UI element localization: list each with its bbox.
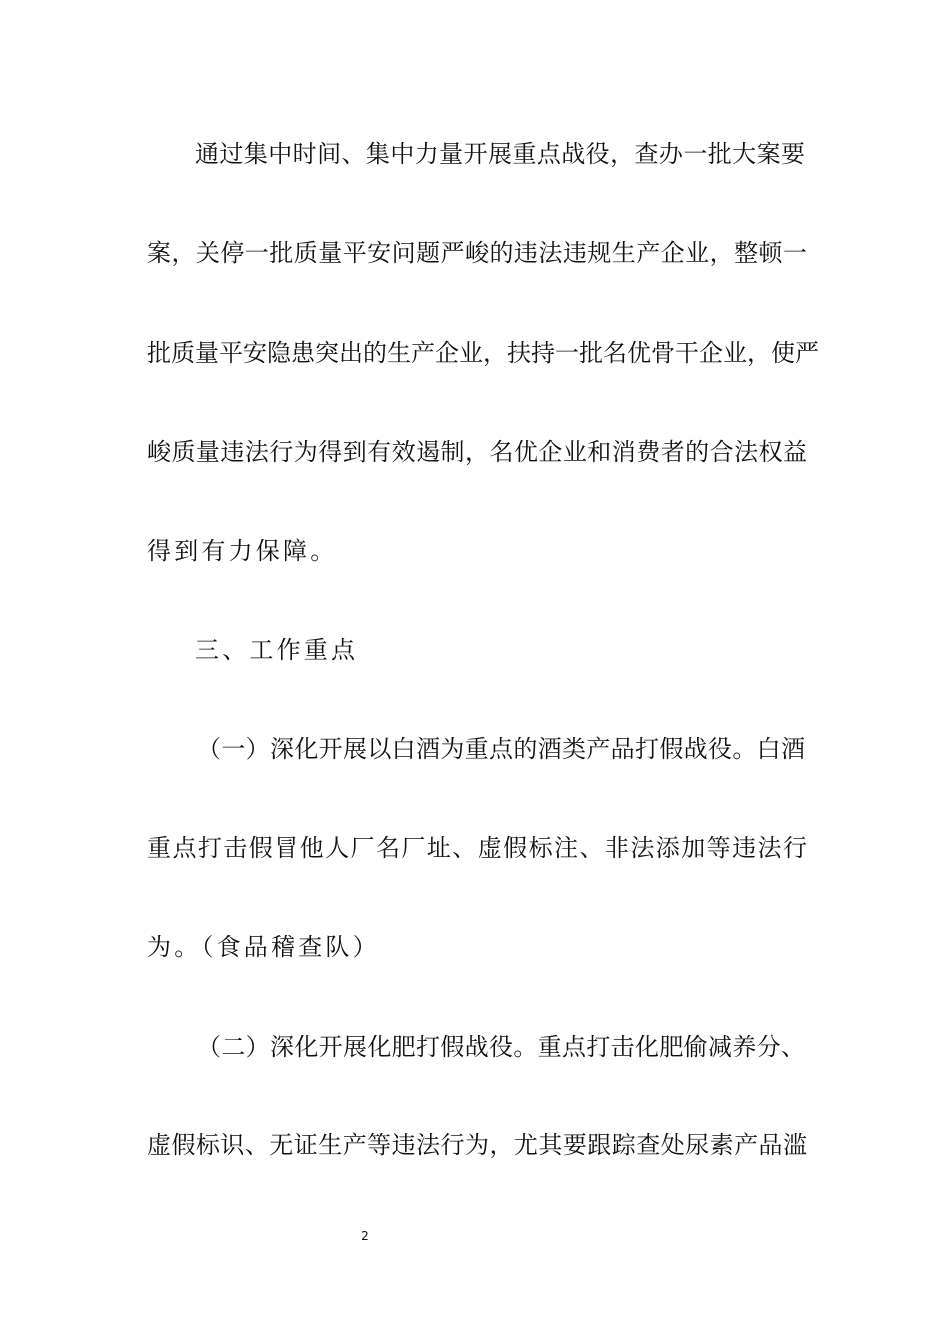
paragraph-line: 峻质量违法行为得到有效遏制，名优企业和消费者的合法权益 [147, 438, 807, 466]
paragraph-line: 通过集中时间、集中力量开展重点战役，查办一批大案要 [195, 140, 805, 168]
paragraph-line: （一）深化开展以白酒为重点的酒类产品打假战役。白酒 [197, 735, 805, 763]
paragraph-line: 虚假标识、无证生产等违法行为，尤其要跟踪查处尿素产品滥 [147, 1131, 807, 1159]
paragraph-line: 重点打击假冒他人厂名厂址、虚假标注、非法添加等违法行 [147, 834, 807, 862]
paragraph-line: 批质量平安隐患突出的生产企业，扶持一批名优骨干企业，使严 [147, 339, 819, 367]
page-number: 2 [361, 1229, 369, 1243]
paragraph-line: （二）深化开展化肥打假战役。重点打击化肥偷减养分、 [197, 1033, 805, 1061]
section-heading: 三、工作重点 [195, 636, 359, 664]
paragraph-line: 案，关停一批质量平安问题严峻的违法违规生产企业，整顿一 [147, 239, 807, 267]
paragraph-line: 为。（食品稽查队） [147, 933, 380, 961]
paragraph-line: 得到有力保障。 [147, 537, 338, 565]
